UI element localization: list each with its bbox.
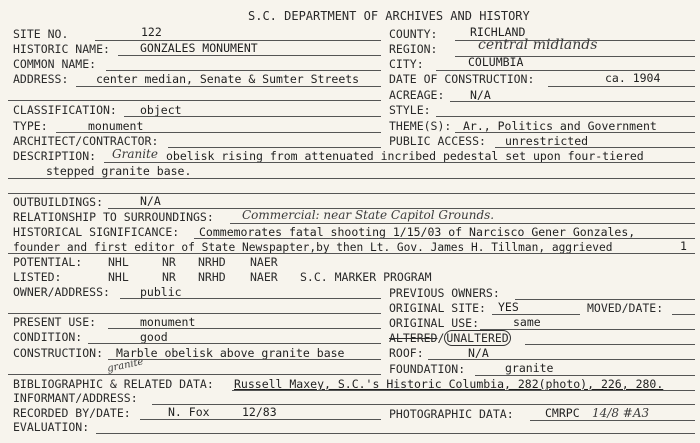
potential-opt-nr: NR	[162, 255, 176, 269]
listed-opt-naer: NAER	[250, 270, 278, 284]
present-use-label: PRESENT USE:	[13, 315, 97, 329]
foundation-value: granite	[505, 361, 554, 375]
potential-opt-nrhd: NRHD	[198, 255, 226, 269]
altered-option-struck: ALTERED	[389, 331, 438, 345]
construction-label: CONSTRUCTION:	[13, 346, 104, 360]
city-label: CITY:	[389, 57, 424, 71]
site-no-label: SITE NO.	[13, 27, 69, 41]
address-label: ADDRESS:	[13, 72, 69, 86]
date-construction-value: ca. 1904	[605, 71, 661, 85]
themes-line	[455, 132, 695, 133]
biblio-line	[232, 390, 695, 391]
description-handwritten: Granite	[112, 147, 158, 161]
condition-line	[88, 343, 381, 344]
prev-owners-line	[515, 299, 695, 300]
present-use-value: monument	[140, 315, 196, 329]
relationship-value: Commercial: near State Capitol Grounds.	[242, 208, 495, 222]
historic-name-label: HISTORIC NAME:	[13, 42, 110, 56]
description-rule-1	[104, 162, 695, 163]
recorded-date: 12/83	[242, 405, 277, 419]
county-value: RICHLAND	[470, 25, 526, 39]
informant-line	[152, 404, 695, 405]
region-value: central midlands	[478, 37, 598, 53]
recorded-line	[140, 419, 381, 420]
significance-mark: 1	[680, 239, 687, 253]
themes-label: THEME(S):	[389, 119, 452, 133]
date-construction-line	[548, 86, 695, 87]
type-value: monument	[88, 119, 144, 133]
address-line	[76, 86, 381, 87]
moved-line	[672, 314, 695, 315]
biblio-value: Russell Maxey, S.C.'s Historic Columbia, 282(photo), 226, 280.	[234, 377, 664, 391]
present-use-line	[108, 328, 381, 329]
original-use-value: same	[513, 315, 541, 329]
description-line-2: stepped granite base.	[46, 164, 192, 178]
type-line	[56, 132, 381, 133]
potential-label: POTENTIAL:	[13, 255, 83, 269]
moved-label: MOVED/DATE:	[587, 301, 664, 315]
significance-rule-1	[194, 238, 695, 239]
public-access-label: PUBLIC ACCESS:	[389, 134, 486, 148]
evaluation-line	[96, 433, 695, 434]
listed-opt-nrhd: NRHD	[198, 270, 226, 284]
acreage-value: N/A	[470, 88, 491, 102]
roof-label: ROOF:	[389, 346, 424, 360]
photo-value: CMRPC	[545, 406, 580, 420]
description-label: DESCRIPTION:	[13, 149, 97, 163]
date-construction-label: DATE OF CONSTRUCTION:	[389, 72, 535, 86]
style-label: STYLE:	[389, 103, 431, 117]
historic-name-line	[118, 55, 381, 56]
address-value: center median, Senate & Sumter Streets	[96, 72, 360, 86]
region-label: REGION:	[389, 42, 438, 56]
description-line-1: obelisk rising from attenuated incribed pedestal set upon four-tiered	[166, 149, 644, 163]
historic-name-value: GONZALES MONUMENT	[140, 41, 258, 55]
construction-line	[108, 359, 381, 360]
recorded-label: RECORDED BY/DATE:	[13, 406, 131, 420]
city-value: COLUMBIA	[468, 55, 524, 69]
condition-label: CONDITION:	[13, 330, 83, 344]
original-use-line	[480, 329, 695, 330]
style-line	[436, 116, 695, 117]
divider-top	[8, 100, 381, 101]
acreage-label: ACREAGE:	[389, 88, 445, 102]
foundation-line	[475, 375, 695, 376]
construction-value: Marble obelisk above granite base	[116, 346, 345, 360]
biblio-label: BIBLIOGRAPHIC & RELATED DATA:	[13, 377, 214, 391]
card-header: S.C. DEPARTMENT OF ARCHIVES AND HISTORY	[248, 9, 530, 23]
marker-program: S.C. MARKER PROGRAM	[300, 270, 432, 284]
relationship-label: RELATIONSHIP TO SURROUNDINGS:	[13, 210, 214, 224]
architect-line	[168, 147, 381, 148]
photo-line	[530, 420, 695, 421]
owner-line	[120, 298, 381, 299]
public-access-line	[495, 147, 695, 148]
unaltered-option: UNALTERED	[446, 331, 509, 345]
significance-label: HISTORICAL SIGNIFICANCE:	[13, 225, 180, 239]
construction-handwritten: granite	[106, 356, 145, 375]
owner-value: public	[140, 285, 182, 299]
significance-line-2: founder and first editor of State Newspapter,by then Lt. Gov. James H. Tillman, aggrieved	[13, 241, 613, 254]
site-no-value: 122	[141, 25, 162, 39]
altered-line	[525, 344, 695, 345]
original-use-label: ORIGINAL USE:	[389, 316, 480, 330]
architect-label: ARCHITECT/CONTRACTOR:	[13, 134, 159, 148]
public-access-value: unrestricted	[505, 134, 589, 148]
evaluation-label: EVALUATION:	[13, 420, 90, 434]
condition-value: good	[140, 330, 168, 344]
classification-label: CLASSIFICATION:	[13, 103, 117, 117]
county-label: COUNTY:	[389, 27, 438, 41]
classification-value: object	[140, 103, 182, 117]
photo-label: PHOTOGRAPHIC DATA:	[389, 407, 514, 421]
foundation-label: FOUNDATION:	[389, 362, 466, 376]
listed-opt-nr: NR	[162, 270, 176, 284]
potential-opt-naer: NAER	[250, 255, 278, 269]
themes-value: Ar., Politics and Government	[463, 119, 657, 133]
outbuildings-value: N/A	[140, 194, 161, 208]
acreage-line	[450, 101, 695, 102]
listed-opt-nhl: NHL	[108, 270, 129, 284]
informant-label: INFORMANT/ADDRESS:	[13, 391, 138, 405]
altered-slash: /	[437, 331, 445, 345]
altered-label	[389, 332, 511, 345]
type-label: TYPE:	[13, 119, 48, 133]
common-name-line	[106, 70, 381, 71]
roof-line	[428, 359, 695, 360]
roof-value: N/A	[468, 346, 489, 360]
photo-handwritten: 14/8 #A3	[592, 406, 650, 420]
description-rule-2	[8, 178, 695, 179]
original-site-label: ORIGINAL SITE:	[389, 301, 486, 315]
owner-line-2	[8, 313, 381, 314]
owner-label: OWNER/ADDRESS:	[13, 285, 110, 299]
prev-owners-label: PREVIOUS OWNERS:	[389, 286, 500, 300]
significance-rule-2	[8, 253, 695, 254]
relationship-line	[230, 223, 695, 224]
potential-opt-nhl: NHL	[108, 255, 129, 269]
listed-label: LISTED:	[13, 270, 62, 284]
classification-line	[124, 116, 381, 117]
description-rule-3	[8, 193, 695, 194]
original-site-value: YES	[498, 300, 519, 314]
common-name-label: COMMON NAME:	[13, 57, 97, 71]
outbuildings-label: OUTBUILDINGS:	[13, 195, 104, 209]
recorded-name: N. Fox	[168, 405, 210, 419]
construction-line-2	[8, 374, 381, 375]
significance-line-1: Commemorates fatal shooting 1/15/03 of Narcisco Gener Gonzales,	[199, 225, 636, 239]
